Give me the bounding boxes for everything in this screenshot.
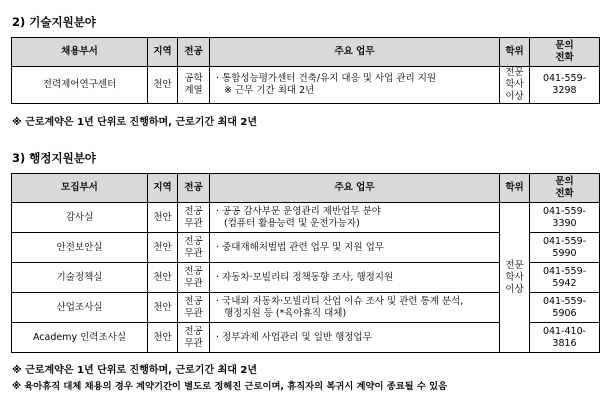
section-3-note: ※ 육아휴직 대체 채용의 경우 계약기간이 별도로 정해진 근로이며, 휴직자의 복귀시 계약이 종료될 수 있음 <box>12 381 448 392</box>
major-cell <box>178 323 210 353</box>
degree-line: 학사 <box>505 271 524 283</box>
duty-line: · 공공 감사부문 운영관리 제반업무 분야 <box>216 205 381 217</box>
degree-cell <box>500 67 530 104</box>
major-line: 계열 <box>184 85 203 96</box>
major-line: 공학 <box>184 73 203 84</box>
header-region: 지역 <box>148 38 178 67</box>
table-header-row <box>12 38 600 67</box>
contact-line: 041-559- <box>542 73 587 84</box>
contact-line: 3298 <box>552 85 577 96</box>
region-cell: 천안 <box>148 203 178 233</box>
header-degree: 학위 <box>500 174 530 203</box>
degree-line: 이상 <box>505 283 524 295</box>
major-line: 무관 <box>184 217 203 229</box>
contact-line: 041-410- <box>542 325 587 337</box>
header-contact-line: 문의 <box>555 176 574 187</box>
duty-line: · 중대재해처벌법 관련 업무 및 지원 업무 <box>216 241 384 253</box>
contact-cell <box>530 233 600 263</box>
duty-line: 행정지원 등 (*육아휴직 대체) <box>224 307 347 319</box>
dept-cell: 감사실 <box>12 203 148 233</box>
major-line: 전공 <box>184 235 203 247</box>
duty-line: · 정부과제 사업관리 및 일반 행정업무 <box>216 331 372 343</box>
major-line: 무관 <box>184 277 203 289</box>
contact-line: 041-559- <box>542 235 587 247</box>
major-cell <box>178 233 210 263</box>
table-row <box>12 67 600 104</box>
major-cell <box>178 263 210 293</box>
duty-line: (컴퓨터 활용능력 및 운전가능자) <box>224 217 360 229</box>
region-cell: 천안 <box>148 233 178 263</box>
header-duty: 주요 업무 <box>210 38 500 67</box>
duty-note: ※ 근무 기간 최대 2년 <box>224 85 315 96</box>
major-line: 전공 <box>184 325 203 337</box>
degree-cell <box>500 203 530 353</box>
dept-cell: Academy 인력조사실 <box>12 323 148 353</box>
duty-line: · 통합성능평가센터 건축/유지 대응 및 사업 관리 지원 <box>216 73 437 84</box>
contact-cell <box>530 67 600 104</box>
degree-line: 학사 <box>505 79 524 90</box>
degree-line: 전문 <box>505 259 524 271</box>
header-contact <box>530 174 600 203</box>
header-degree: 학위 <box>500 38 530 67</box>
dept-cell: 산업조사실 <box>12 293 148 323</box>
duty-cell <box>210 263 500 293</box>
section-3-title: 3) 행정지원분야 <box>12 151 96 165</box>
contact-line: 5906 <box>552 307 577 319</box>
major-cell <box>178 293 210 323</box>
dept-cell: 안전보안실 <box>12 233 148 263</box>
region-cell: 천안 <box>148 323 178 353</box>
major-line: 무관 <box>184 247 203 259</box>
contact-cell <box>530 293 600 323</box>
dept-cell: 전력제어연구센터 <box>12 67 148 104</box>
contact-line: 3816 <box>552 337 577 349</box>
dept-cell: 기술정책실 <box>12 263 148 293</box>
header-major: 전공 <box>178 38 210 67</box>
duty-cell <box>210 233 500 263</box>
tech-support-table <box>11 37 600 104</box>
header-major: 전공 <box>178 174 210 203</box>
duty-line: · 자동차·모빌리티 정책동향 조사, 행정지원 <box>216 271 394 283</box>
admin-support-table <box>11 173 600 353</box>
major-line: 전공 <box>184 205 203 217</box>
header-contact-line: 전화 <box>555 188 574 199</box>
contact-line: 041-559- <box>542 205 587 217</box>
major-line: 전공 <box>184 295 203 307</box>
major-cell <box>178 203 210 233</box>
header-duty: 주요 업무 <box>210 174 500 203</box>
contact-line: 041-559- <box>542 295 587 307</box>
duty-cell <box>210 323 500 353</box>
contact-line: 3390 <box>552 217 577 229</box>
contact-cell <box>530 263 600 293</box>
table-row <box>12 203 600 233</box>
major-line: 전공 <box>184 265 203 277</box>
header-contact <box>530 38 600 67</box>
duty-cell <box>210 67 500 104</box>
region-cell: 천안 <box>148 293 178 323</box>
major-line: 무관 <box>184 337 203 349</box>
header-contact-line: 문의 <box>555 40 574 51</box>
degree-line: 전문 <box>505 67 524 78</box>
header-contact-line: 전화 <box>555 52 574 63</box>
duty-cell <box>210 203 500 233</box>
section-2-note: ※ 근로계약은 1년 단위로 진행하며, 근로기간 최대 2년 <box>12 117 258 128</box>
header-dept: 모집부서 <box>12 174 148 203</box>
table-header-row <box>12 174 600 203</box>
contact-cell <box>530 323 600 353</box>
header-region: 지역 <box>148 174 178 203</box>
contact-line: 041-559- <box>542 265 587 277</box>
header-dept: 채용부서 <box>12 38 148 67</box>
duty-line: · 국내외 자동차·모빌리티 산업 이슈 조사 및 관련 통계 분석, <box>216 295 464 307</box>
duty-cell <box>210 293 500 323</box>
contact-line: 5942 <box>552 277 577 289</box>
contact-line: 5990 <box>552 247 577 259</box>
region-cell: 천안 <box>148 263 178 293</box>
section-3-note: ※ 근로계약은 1년 단위로 진행하며, 근로기간 최대 2년 <box>12 365 258 376</box>
degree-line: 이상 <box>505 91 524 102</box>
major-cell <box>178 67 210 104</box>
region-cell: 천안 <box>148 67 178 104</box>
contact-cell <box>530 203 600 233</box>
section-2-title: 2) 기술지원분야 <box>12 15 96 29</box>
major-line: 무관 <box>184 307 203 319</box>
